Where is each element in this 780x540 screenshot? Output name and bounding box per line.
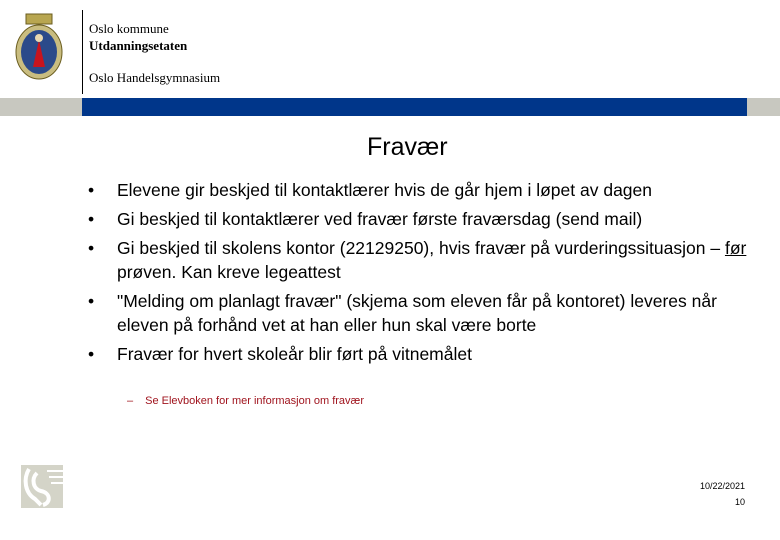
- slide-title: Fravær: [367, 133, 448, 161]
- bullet-list: [88, 178, 768, 371]
- bullet-item: • Fravær for hvert skoleår blir ført på vitnemålet: [88, 342, 768, 366]
- bullet-item: • Elevene gir beskjed til kontaktlærer hvis de går hjem i løpet av dagen: [88, 178, 768, 202]
- sub-bullet-text: Se Elevboken for mer informasjon om fravær: [145, 395, 364, 407]
- sub-bullet: [127, 395, 364, 407]
- oslo-coat-of-arms-logo: [14, 12, 64, 80]
- bullet-underlined-text: før: [724, 238, 747, 258]
- oslo-kommune-emblem-icon: [21, 465, 63, 508]
- bullet-item: • Gi beskjed til kontaktlærer ved fravær første fraværsdag (send mail): [88, 207, 768, 231]
- bullet-item: • "Melding om planlagt fravær" (skjema som eleven får på kontoret) leveres når eleven på forhånd vet at han eller hun skal være borte: [88, 289, 768, 337]
- header-blue-bar: [82, 98, 747, 116]
- bullet-text: prøven. Kan kreve legeattest: [117, 262, 341, 282]
- school-name: Oslo Handelsgymnasium: [89, 70, 221, 85]
- bullet-item: [88, 236, 768, 284]
- department-name: Utdanningsetaten: [89, 38, 188, 53]
- header-divider: [82, 10, 83, 94]
- bullet-text: Gi beskjed til skolens kontor (22129250), hvis fravær på vurderingssituasjon –: [117, 238, 725, 258]
- org-name: Oslo kommune: [89, 21, 169, 36]
- slide-date: 10/22/2021: [699, 481, 745, 491]
- slide-number: 10: [734, 497, 745, 507]
- dash-marker: –: [127, 395, 134, 407]
